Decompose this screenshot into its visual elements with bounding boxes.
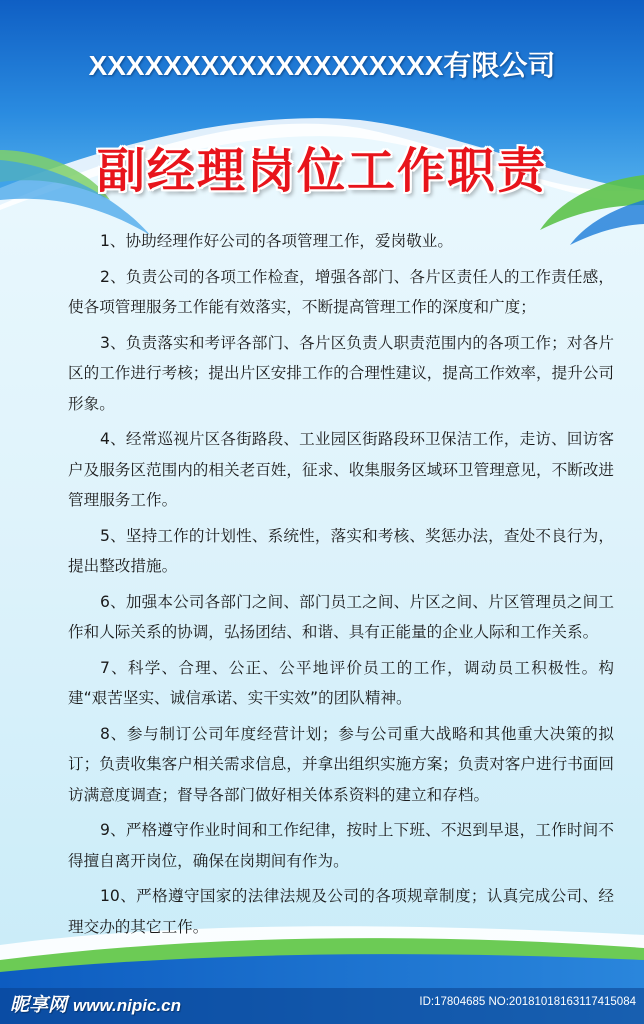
page-title: 副经理岗位工作职责: [96, 143, 547, 199]
duty-item: 4、经常巡视片区各街路段、工业园区街路段环卫保洁工作，走访、回访客户及服务区范围内的相关老百姓，征求、收集服务区域环卫管理意见，不断改进管理服务工作。: [68, 430, 614, 509]
watermark-id: ID:17804685 NO:20181018163117415084: [419, 996, 636, 1008]
watermark-logo: [10, 990, 181, 1017]
company-name: XXXXXXXXXXXXXXXXXXX有限公司: [88, 50, 556, 81]
duty-item: 1、协助经理作好公司的各项管理工作，爱岗敬业。: [100, 232, 453, 250]
watermark-logo-text: 昵享网: [10, 994, 68, 1016]
duty-item: 2、负责公司的各项工作检查，增强各部门、各片区责任人的工作责任感，使各项管理服务工作能有效落实，不断提高管理工作的深度和广度；: [68, 267, 614, 316]
duty-item: 10、严格遵守国家的法律法规及公司的各项规章制度；认真完成公司、经理交办的其它工作。: [68, 887, 614, 936]
duty-item: 5、坚持工作的计划性、系统性，落实和考核、奖惩办法，查处不良行为，提出整改措施。: [68, 526, 614, 575]
duty-item: 8、参与制订公司年度经营计划；参与公司重大战略和其他重大决策的拟订；负责收集客户相关需求信息，并拿出组织实施方案；负责对客户进行书面回访满意度调查；督导各部门做好相关体系资料的建立和存档。: [68, 724, 614, 804]
duty-item: 7、科学、合理、公正、公平地评价员工的工作，调动员工积极性。构建“艰苦坚实、诚信承诺、实干实效”的团队精神。: [68, 658, 614, 707]
watermark-site: www.nipic.cn: [73, 996, 182, 1015]
duty-list: [68, 226, 614, 947]
duty-item: 6、加强本公司各部门之间、部门员工之间、片区之间、片区管理员之间工作和人际关系的协调，弘扬团结、和谐、具有正能量的企业人际和工作关系。: [68, 592, 614, 641]
duty-item: 9、严格遵守作业时间和工作纪律，按时上下班、不迟到早退，工作时间不得擅自离开岗位，确保在岗期间有作为。: [68, 821, 614, 870]
duty-item: 3、负责落实和考评各部门、各片区负责人职责范围内的各项工作；对各片区的工作进行考核；提出片区安排工作的合理性建议，提高工作效率，提升公司形象。: [68, 333, 614, 413]
